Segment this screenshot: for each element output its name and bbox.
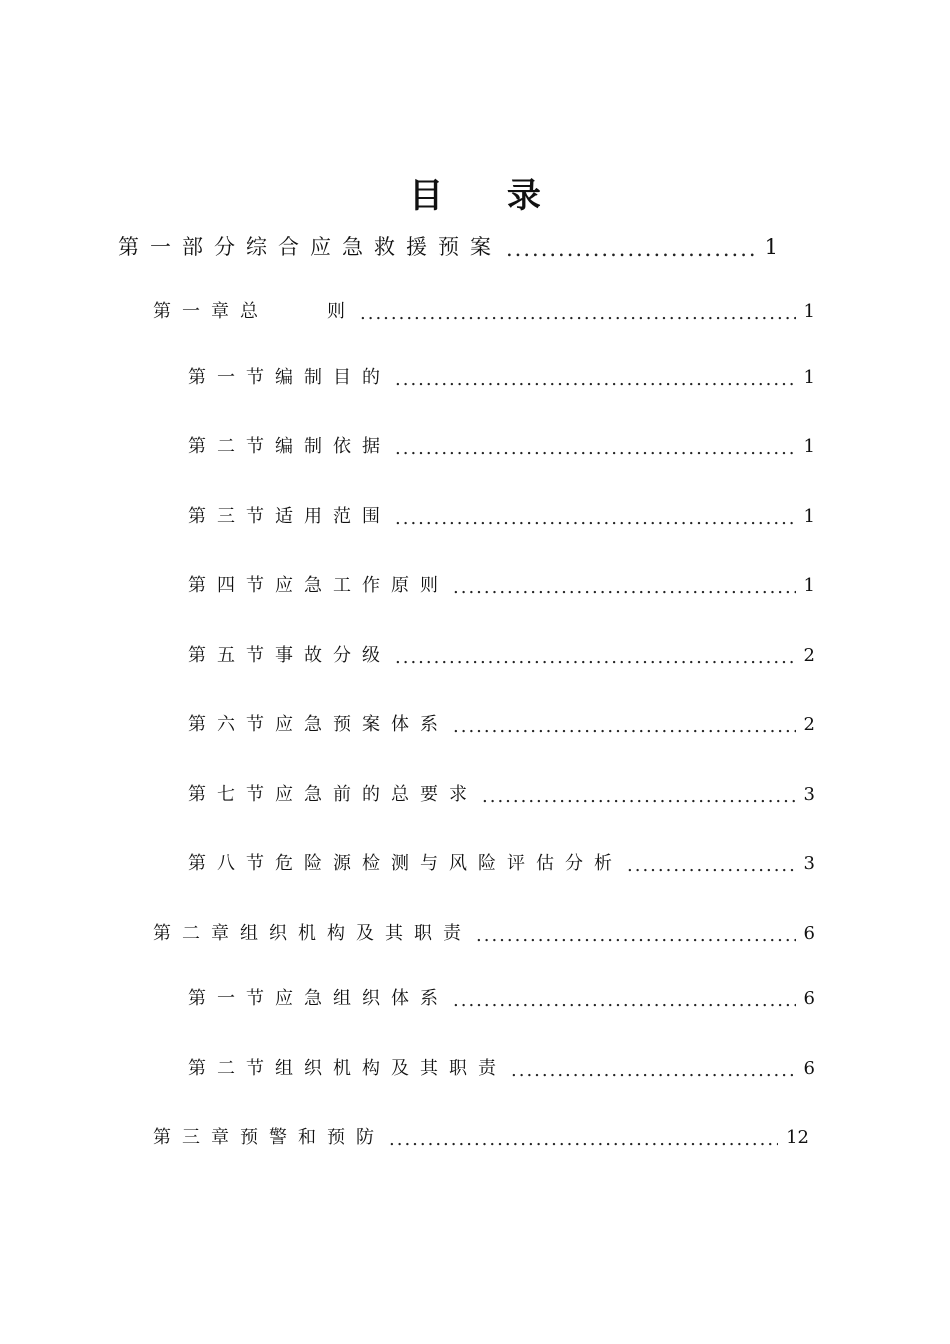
toc-leader-dots	[476, 919, 796, 949]
toc-entry-label: 第三章	[153, 1127, 240, 1148]
toc-entry-name: 应急工作原则	[275, 575, 449, 596]
toc-leader-dots	[395, 641, 796, 671]
toc-entry-page: 2	[803, 645, 815, 666]
toc-entry-name: 危险源检测与风险评估分析	[275, 853, 623, 874]
toc-leader-dots	[389, 1123, 778, 1153]
toc-entry-part-1[interactable]	[118, 232, 778, 262]
toc-leader-dots	[627, 849, 796, 879]
toc-entry-label: 第一节	[188, 367, 275, 388]
toc-leader-dots	[395, 432, 796, 462]
toc-entry-section[interactable]	[188, 780, 815, 810]
toc-entry-section[interactable]	[188, 849, 815, 879]
toc-entry-name: 综合应急救援预案	[246, 235, 502, 259]
toc-entry-name: 事故分级	[275, 645, 391, 666]
toc-entry-section[interactable]	[188, 1054, 815, 1084]
toc-entry-name: 应急预案体系	[275, 714, 449, 735]
toc-entry-label: 第一节	[188, 988, 275, 1009]
toc-entry-section[interactable]	[188, 432, 815, 462]
toc-entry-label: 第二节	[188, 1058, 275, 1079]
toc-entry-page: 6	[803, 923, 815, 944]
toc-entry-name: 预警和预防	[240, 1127, 385, 1148]
toc-leader-dots	[482, 780, 796, 810]
toc-entry-page: 2	[803, 714, 815, 735]
toc-entry-label: 第七节	[188, 784, 275, 805]
toc-entry-section[interactable]	[188, 502, 815, 532]
toc-entry-page: 1	[803, 575, 815, 596]
toc-entry-label: 第四节	[188, 575, 275, 596]
toc-entry-label: 第八节	[188, 853, 275, 874]
toc-entry-label: 第二节	[188, 436, 275, 457]
toc-entry-page: 6	[803, 988, 815, 1009]
toc-entry-page: 6	[803, 1058, 815, 1079]
toc-leader-dots	[453, 571, 796, 601]
toc-entry-name: 组织机构及其职责	[275, 1058, 507, 1079]
toc-entry-chapter-1[interactable]	[153, 297, 815, 327]
toc-leader-dots	[453, 984, 796, 1014]
toc-entry-page: 1	[803, 301, 815, 322]
toc-leader-dots	[360, 297, 796, 327]
toc-entry-name: 应急组织体系	[275, 988, 449, 1009]
toc-entry-label: 第二章	[153, 923, 240, 944]
toc-entry-section[interactable]	[188, 571, 815, 601]
toc-entry-page: 1	[803, 506, 815, 527]
toc-entry-name: 编制目的	[275, 367, 391, 388]
toc-entry-name: 总 则	[240, 301, 356, 322]
toc-entry-label: 第六节	[188, 714, 275, 735]
toc-entry-section[interactable]	[188, 710, 815, 740]
toc-leader-dots	[395, 363, 796, 393]
toc-entry-label: 第一部分	[118, 235, 246, 259]
toc-title: 目 录	[409, 176, 567, 216]
toc-entry-section[interactable]	[188, 641, 815, 671]
toc-entry-name: 适用范围	[275, 506, 391, 527]
toc-entry-chapter-3[interactable]	[153, 1123, 809, 1153]
toc-entry-page: 3	[803, 784, 815, 805]
toc-entry-label: 第三节	[188, 506, 275, 527]
toc-leader-dots	[506, 232, 757, 262]
toc-leader-dots	[453, 710, 796, 740]
toc-entry-label: 第五节	[188, 645, 275, 666]
toc-entry-name: 编制依据	[275, 436, 391, 457]
toc-entry-page: 3	[803, 853, 815, 874]
toc-entry-page: 1	[803, 367, 815, 388]
toc-leader-dots	[511, 1054, 796, 1084]
toc-entry-section[interactable]	[188, 363, 815, 393]
toc-entry-section[interactable]	[188, 984, 815, 1014]
toc-leader-dots	[395, 502, 796, 532]
toc-entry-page: 12	[786, 1127, 809, 1148]
toc-entry-label: 第一章	[153, 301, 240, 322]
toc-entry-name: 组织机构及其职责	[240, 923, 472, 944]
toc-entry-page: 1	[764, 235, 778, 259]
toc-entry-chapter-2[interactable]	[153, 919, 815, 949]
toc-entry-name: 应急前的总要求	[275, 784, 478, 805]
toc-entry-page: 1	[803, 436, 815, 457]
